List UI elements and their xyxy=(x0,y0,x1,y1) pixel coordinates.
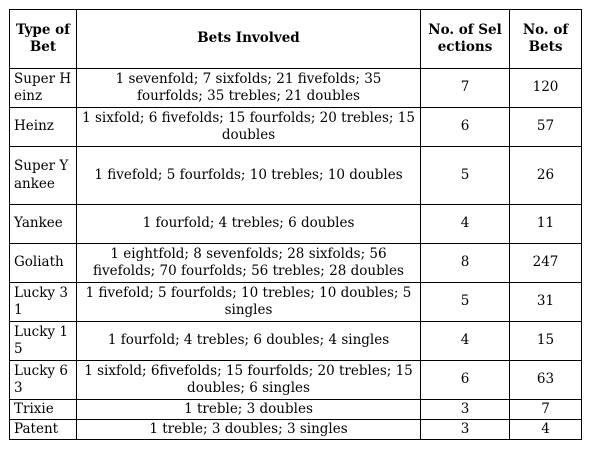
cell-no-of-selections: 5 xyxy=(421,147,510,205)
cell-no-of-bets: 4 xyxy=(510,420,582,440)
cell-bets-involved: 1 treble; 3 doubles xyxy=(77,400,421,420)
table-row xyxy=(10,108,582,147)
cell-no-of-bets: 247 xyxy=(510,244,582,283)
cell-no-of-bets: 57 xyxy=(510,108,582,147)
cell-no-of-selections: 8 xyxy=(421,244,510,283)
cell-no-of-bets: 120 xyxy=(510,69,582,108)
cell-type-of-bet: Yankee xyxy=(10,205,77,244)
cell-no-of-selections: 3 xyxy=(421,400,510,420)
table-row xyxy=(10,420,582,440)
cell-no-of-selections: 4 xyxy=(421,322,510,361)
header-bets-involved: Bets Involved xyxy=(77,10,421,69)
cell-bets-involved: 1 sevenfold; 7 sixfolds; 21 fivefolds; 35 fourfolds; 35 trebles; 21 doubles xyxy=(77,69,421,108)
table-row xyxy=(10,322,582,361)
cell-no-of-selections: 6 xyxy=(421,108,510,147)
header-type-of-bet: Type of Bet xyxy=(10,10,77,69)
cell-type-of-bet: Goliath xyxy=(10,244,77,283)
cell-no-of-bets: 15 xyxy=(510,322,582,361)
table-body xyxy=(10,69,582,440)
cell-no-of-selections: 5 xyxy=(421,283,510,322)
cell-bets-involved: 1 fivefold; 5 fourfolds; 10 trebles; 10 doubles xyxy=(77,147,421,205)
cell-bets-involved: 1 sixfold; 6fivefolds; 15 fourfolds; 20 trebles; 15 doubles; 6 singles xyxy=(77,361,421,400)
cell-type-of-bet: Trixie xyxy=(10,400,77,420)
table-row xyxy=(10,205,582,244)
cell-no-of-selections: 3 xyxy=(421,420,510,440)
header-no-of-bets: No. of Bets xyxy=(510,10,582,69)
cell-type-of-bet: Lucky 63 xyxy=(10,361,77,400)
cell-bets-involved: 1 eightfold; 8 sevenfolds; 28 sixfolds; 56 fivefolds; 70 fourfolds; 56 trebles; 28 doubles xyxy=(77,244,421,283)
cell-type-of-bet: Heinz xyxy=(10,108,77,147)
cell-type-of-bet: Patent xyxy=(10,420,77,440)
cell-bets-involved: 1 fourfold; 4 trebles; 6 doubles xyxy=(77,205,421,244)
cell-no-of-selections: 7 xyxy=(421,69,510,108)
cell-bets-involved: 1 treble; 3 doubles; 3 singles xyxy=(77,420,421,440)
cell-no-of-selections: 4 xyxy=(421,205,510,244)
bet-types-table-container xyxy=(9,9,582,440)
cell-type-of-bet: Lucky 15 xyxy=(10,322,77,361)
table-row xyxy=(10,283,582,322)
bet-types-table xyxy=(9,9,582,440)
table-row xyxy=(10,400,582,420)
cell-no-of-selections: 6 xyxy=(421,361,510,400)
cell-no-of-bets: 31 xyxy=(510,283,582,322)
cell-bets-involved: 1 fourfold; 4 trebles; 6 doubles; 4 singles xyxy=(77,322,421,361)
cell-type-of-bet: Super Heinz xyxy=(10,69,77,108)
cell-no-of-bets: 11 xyxy=(510,205,582,244)
header-no-of-selections: No. of Selections xyxy=(421,10,510,69)
cell-no-of-bets: 26 xyxy=(510,147,582,205)
cell-type-of-bet: Lucky 31 xyxy=(10,283,77,322)
header-row xyxy=(10,10,582,69)
cell-bets-involved: 1 fivefold; 5 fourfolds; 10 trebles; 10 doubles; 5 singles xyxy=(77,283,421,322)
cell-type-of-bet: Super Yankee xyxy=(10,147,77,205)
cell-bets-involved: 1 sixfold; 6 fivefolds; 15 fourfolds; 20 trebles; 15 doubles xyxy=(77,108,421,147)
table-row xyxy=(10,147,582,205)
cell-no-of-bets: 63 xyxy=(510,361,582,400)
table-row xyxy=(10,69,582,108)
cell-no-of-bets: 7 xyxy=(510,400,582,420)
table-row xyxy=(10,361,582,400)
table-row xyxy=(10,244,582,283)
